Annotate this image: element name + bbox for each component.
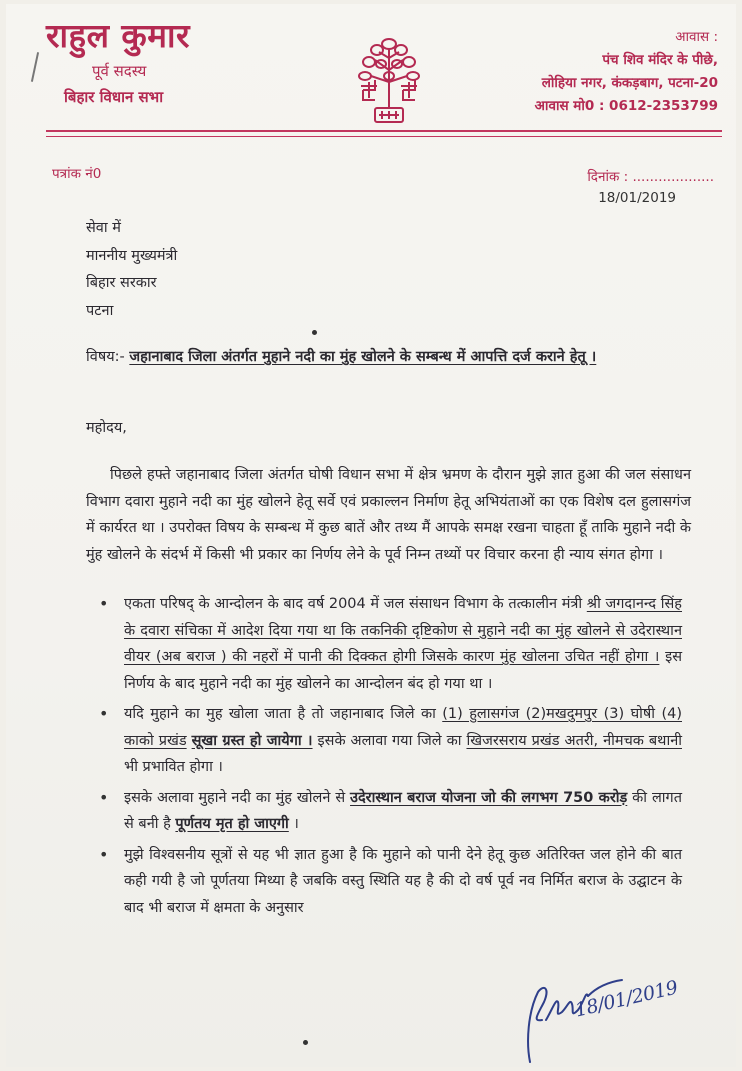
recipient-line: माननीय मुख्यमंत्री xyxy=(86,247,178,264)
ink-dot xyxy=(312,330,317,335)
underlined-text: श्री जगदानन्द सिंह के दवारा संचिका में आदेश दिया गया था कि तकनिकी दृष्टिकोण से मुहाने नदी का मुंह खोलने से उदेरास्थान वीयर (अब बराज ) की नहरों में पानी की दिक्कत होगी जिसके कारण मुंह खोलना उचित नहीं होगा । xyxy=(124,596,682,665)
address-line-2: लोहिया नगर, कंकड़बाग, पटना-20 xyxy=(541,75,718,91)
list-item: • मुझे विश्वसनीय सूत्रों से यह भी ज्ञात हुआ है कि मुहाने को पानी देने हेतू कुछ अतिरिक्त जल होने की बात कही गयी है जो पूर्णतया मिथ्या है जबकि वस्तु स्थिति यह है की दो वर्ष पूर्व नव निर्मित बराज के उद्घाटन के बाद भी बराज में क्षमता के अनुसार xyxy=(99,842,682,922)
list-item: • एकता परिषद् के आन्दोलन के बाद वर्ष 2004 में जल संसाधन विभाग के तत्कालीन मंत्री श्री जगदानन्द सिंह के दवारा संचिका में आदेश दिया गया था कि तकनिकी दृष्टिकोण से मुहाने नदी का मुंह खोलने से उदेरास्थान वीयर (अब बराज ) की नहरों में पानी की दिक्कत होगी जिसके कारण मुंह खोलना उचित नहीं होगा । इस निर्णय के बाद मुहाने नदी का मुंह खोलने का आन्दोलन बंद हो गया था । xyxy=(99,591,682,697)
letterhead-rule-thin xyxy=(46,136,722,137)
sender-house: बिहार विधान सभा xyxy=(64,88,164,106)
letter-date: 18/01/2019 xyxy=(598,190,676,206)
sender-designation: पूर्व सदस्य xyxy=(92,62,147,80)
phone-number: आवास मो0 : 0612-2353799 xyxy=(534,98,718,114)
list-item: • यदि मुहाने का मुह खोला जाता है तो जहानाबाद जिले का (1) हुलासगंज (2)मखदुमपुर (3) घोषी (4) काको प्रखंड सूखा ग्रस्त हो जायेगा । इसके अलावा गया जिले का खिजरसराय प्रखंड अतरी, नीमचक बथानी भी प्रभावित होगा । xyxy=(99,701,682,781)
address-line-1: पंच शिव मंदिर के पीछे, xyxy=(602,52,718,68)
underlined-bold-text: पूर्णतय मृत हो जाएगी xyxy=(175,816,289,832)
recipient-address xyxy=(86,215,177,325)
letterhead-rule xyxy=(46,130,722,132)
points-list xyxy=(99,591,682,925)
subject-text: जहानाबाद जिला अंतर्गत मुहाने नदी का मुंह खोलने के सम्बन्ध में आपत्ति दर्ज कराने हेतू । xyxy=(129,349,597,365)
ink-dot xyxy=(303,1040,308,1045)
residence-label: आवास : xyxy=(675,29,718,45)
letterhead-right xyxy=(535,26,718,118)
tree-emblem-icon xyxy=(351,30,427,126)
reference-number: पत्रांक नं0 xyxy=(52,166,102,182)
salutation: महोदय, xyxy=(86,420,127,436)
letter-page xyxy=(6,4,736,1067)
date-label: दिनांक : ................... xyxy=(587,169,714,185)
subject-label: विषय:- xyxy=(86,349,125,365)
underlined-text: खिजरसराय प्रखंड अतरी, नीमचक बथानी xyxy=(466,732,682,749)
letterhead-left xyxy=(46,12,190,107)
subject-line xyxy=(86,344,686,370)
pen-mark xyxy=(31,52,39,82)
recipient-line: पटना xyxy=(86,302,114,319)
body-paragraph: पिछले हफ्ते जहानाबाद जिला अंतर्गत घोषी विधान सभा में क्षेत्र भ्रमण के दौरान मुझे ज्ञात हुआ की जल संसाधन विभाग दवारा मुहाने नदी का मुंह खोलने हेतू सर्वे एवं प्रकाल्लन निर्माण हेतू अभियंताओं का एक विशेष दल हुलासगंज में कार्यरत था । उपरोक्त विषय के सम्बन्ध में कुछ बातें और तथ्य मैं आपके समक्ष रखना चाहता हूँ ताकि मुहाने नदी के मुंह खोलने के संदर्भ में किसी भी प्रकार का निर्णय लेने के पूर्व निम्न तथ्यों पर विचार करना ही न्याय संगत होगा । xyxy=(86,467,691,563)
recipient-line: बिहार सरकार xyxy=(86,275,157,291)
underlined-bold-text: उदेरास्थान बराज योजना जो की लगभग 750 करोड़ xyxy=(350,789,628,806)
underlined-text: (1) हुलासगंज (2)मखदुमपुर (3) घोषी (4) काको प्रखंड xyxy=(124,706,682,749)
sender-name: राहुल कुमार xyxy=(46,16,191,55)
list-item: • इसके अलावा मुहाने नदी का मुंह खोलने से उदेरास्थान बराज योजना जो की लगभग 750 करोड़ की लागत से बनी है पूर्णतय मृत हो जाएगी । xyxy=(99,785,682,838)
underlined-bold-text: सूखा ग्रस्त हो जायेगा । xyxy=(191,732,313,749)
recipient-line: सेवा में xyxy=(86,220,121,236)
signature-date: 18/01/2019 xyxy=(572,976,680,1022)
